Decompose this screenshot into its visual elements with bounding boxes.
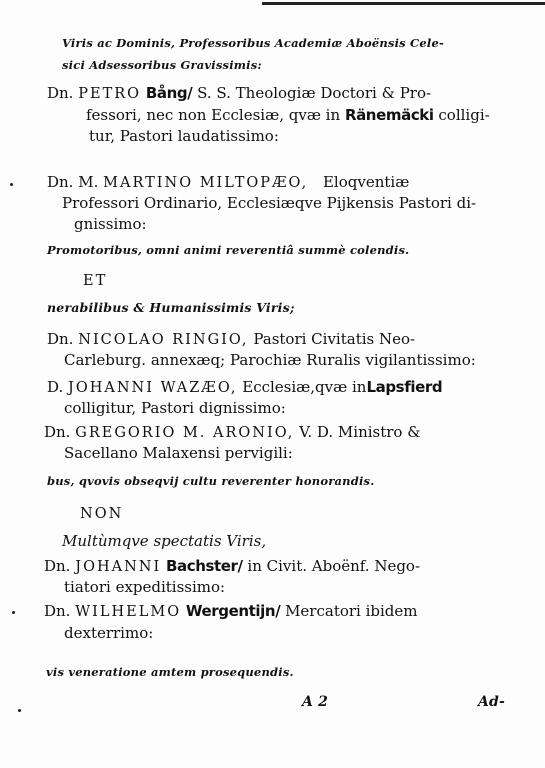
petro-title: S. S. Theologiæ Doctori & Pro- xyxy=(197,84,432,102)
bachster-prefix: Dn. xyxy=(44,557,71,575)
nicolao-prefix: Dn. xyxy=(47,330,74,348)
martino-prefix: Dn. M. xyxy=(47,173,99,191)
margin-speck xyxy=(10,183,13,186)
petro-line-2-end: colligi- xyxy=(438,106,490,124)
bachster-line-1-end: in Civit. Aboënf. Nego- xyxy=(247,557,421,575)
margin-speck xyxy=(12,611,15,614)
wazaeo-line-1-mid: Ecclesiæ,qvæ in xyxy=(242,378,367,396)
bachster-line-1 xyxy=(44,557,420,575)
wazaeo-name: JOHANNI WAZÆO, xyxy=(68,380,238,396)
gregorio-prefix: Dn. xyxy=(44,423,71,441)
bus-line: bus, qvovis obseqvij cultu reverenter honorandis. xyxy=(47,474,375,488)
wilhelmo-name: WILHELMO xyxy=(75,604,182,620)
petro-line-2-start: fessori, nec non Ecclesiæ, qvæ in xyxy=(86,106,341,124)
veneratione-line: vis veneratione amtem prosequendis. xyxy=(46,665,294,679)
bachster-line-2: tiatori expeditissimo: xyxy=(64,578,226,596)
petro-surname: Bång/ xyxy=(145,84,193,102)
heading-line-2: sici Adsessoribus Gravissimis: xyxy=(62,58,262,72)
martino-line-3: gnissimo: xyxy=(74,215,147,233)
signature-mark: A 2 xyxy=(302,694,329,710)
nicolao-line-1 xyxy=(47,330,415,348)
wilhelmo-prefix: Dn. xyxy=(44,602,71,620)
petro-line-1 xyxy=(47,84,431,102)
wazaeo-place: Lapsfierd xyxy=(366,378,443,396)
promotoribus-line: Promotoribus, omni animi reverentiâ summè colendis. xyxy=(47,243,410,257)
martino-line-2: Professori Ordinario, Ecclesiæqve Pijkensis Pastori di- xyxy=(62,194,477,212)
margin-speck xyxy=(18,709,21,712)
wazaeo-line-2: colligitur, Pastori dignissimo: xyxy=(64,399,286,417)
martino-line-1 xyxy=(47,173,409,191)
multumque-line: Multùmqve spectatis Viris, xyxy=(62,532,267,550)
wilhelmo-line-1 xyxy=(44,602,418,620)
nicolao-name: NICOLAO RINGIO, xyxy=(78,332,249,348)
heading-line-1: Viris ac Dominis, Professoribus Academiæ Aboënsis Cele- xyxy=(62,36,444,50)
gregorio-name: GREGORIO M. ARONIO, xyxy=(75,425,295,441)
martino-line-1-end: Eloqventiæ xyxy=(322,173,410,191)
martino-name: MARTINO MILTOPÆO, xyxy=(103,175,309,191)
wazaeo-prefix: D. xyxy=(47,378,64,396)
top-rule xyxy=(262,2,545,5)
gregorio-line-1 xyxy=(44,423,421,441)
catchword: Ad- xyxy=(478,694,506,710)
petro-place: Ränemäcki xyxy=(344,106,434,124)
bachster-surname: Bachster/ xyxy=(165,557,243,575)
wazaeo-line-1 xyxy=(47,378,442,396)
wilhelmo-surname: Wergentijn/ xyxy=(185,602,281,620)
nicolao-line-1-end: Pastori Civitatis Neo- xyxy=(253,330,416,348)
et-heading: ET xyxy=(83,273,108,289)
wilhelmo-line-2: dexterrimo: xyxy=(64,624,154,642)
petro-name: PETRO xyxy=(78,86,142,102)
petro-line-3: tur, Pastori laudatissimo: xyxy=(89,127,279,145)
petro-line-2 xyxy=(86,106,490,124)
gregorio-line-2: Sacellano Malaxensi pervigili: xyxy=(64,444,293,462)
nicolao-line-2: Carleburg. annexæq; Parochiæ Ruralis vigilantissimo: xyxy=(64,351,476,369)
bachster-name: JOHANNI xyxy=(75,559,162,575)
petro-prefix: Dn. xyxy=(47,84,74,102)
non-heading: NON xyxy=(80,506,124,522)
venerabilibus-line: nerabilibus & Humanissimis Viris; xyxy=(47,300,295,315)
gregorio-line-1-end: V. D. Ministro & xyxy=(299,423,421,441)
wilhelmo-line-1-end: Mercatori ibidem xyxy=(285,602,418,620)
